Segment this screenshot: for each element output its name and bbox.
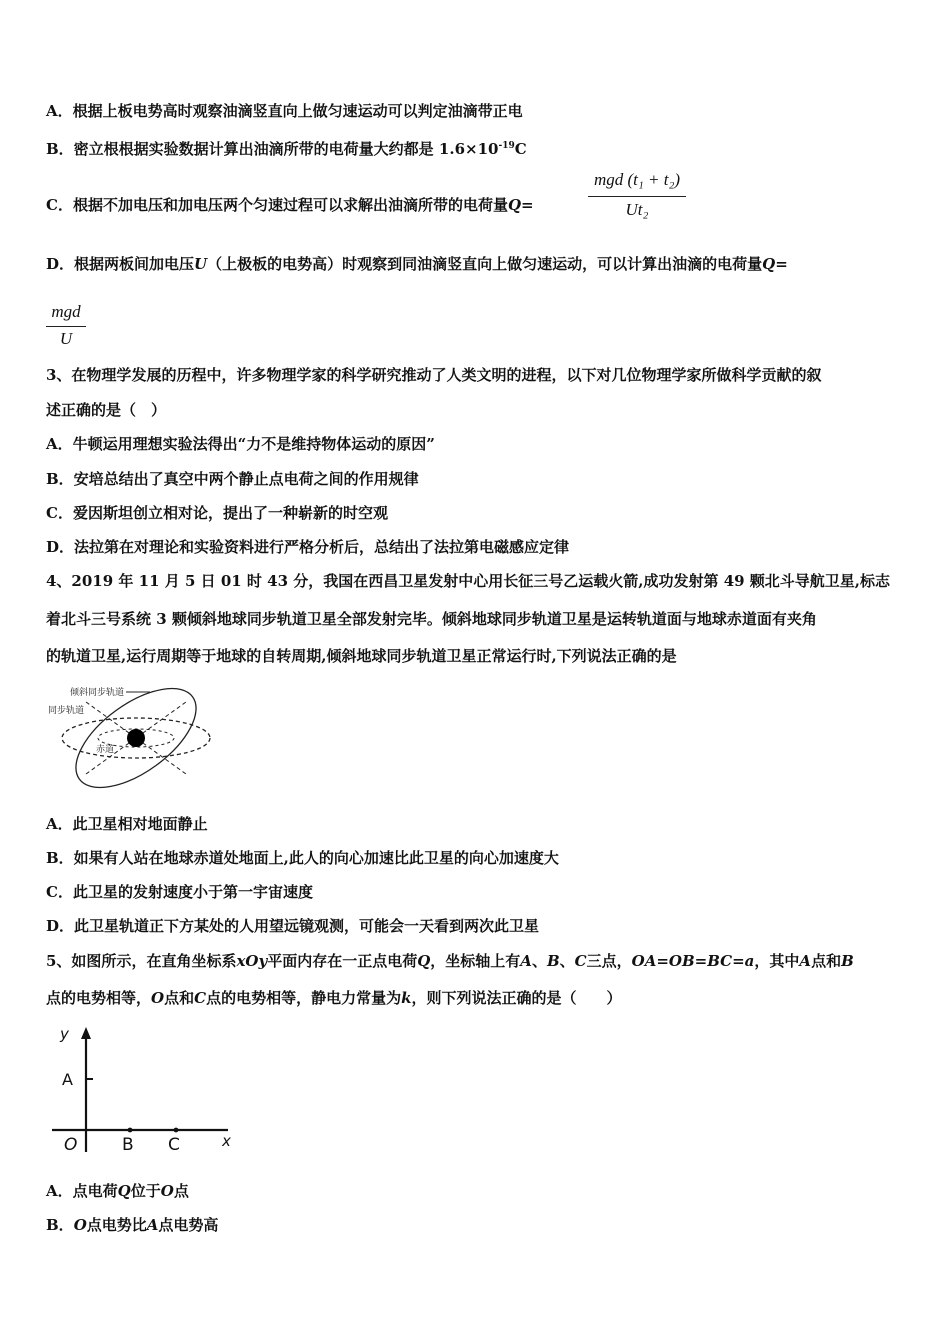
q5-var-k: k [401, 989, 412, 1007]
q2-option-b-value: 1.6×10 [438, 140, 499, 158]
q2-option-c-denominator: Ut₂ [625, 200, 649, 219]
origin-label: O [64, 1135, 78, 1155]
q5-var-q: Q [117, 1182, 131, 1200]
q5-var-o: O [151, 989, 165, 1007]
point-b [128, 1128, 133, 1133]
q5-text: ，坐标轴上有 [430, 952, 521, 970]
q5-option-a [46, 1181, 189, 1201]
q5-equation: OA=OB=BC=a [631, 952, 755, 970]
q5-text: B． [46, 1216, 74, 1234]
q5-var-a: A [146, 1216, 159, 1234]
q5-stem-line2 [46, 988, 622, 1008]
q5-var-c: C [574, 952, 587, 970]
q5-var-a: A [799, 952, 812, 970]
q3-stem-line2: 述正确的是（ ） [46, 401, 167, 419]
q3-option-d: D．法拉第在对理论和实验资料进行严格分析后，总结出了法拉第电磁感应定律 [46, 538, 570, 556]
q5-stem-line1 [46, 951, 854, 971]
orbit-figure [46, 680, 214, 800]
q4-stem-line1: 4、2019 年 11 月 5 日 01 时 43 分，我国在西昌卫星发射中心用长征三号乙运载火箭,成功发射第 49 颗北斗导航卫星,标志 [46, 572, 891, 590]
q2-option-b-exponent: -19 [498, 141, 515, 151]
q2-option-b-unit: C [514, 140, 527, 158]
coordinate-figure [46, 1022, 246, 1158]
q5-var-o: O [160, 1182, 174, 1200]
q4-stem-line3: 的轨道卫星,运行周期等于地球的自转周期,倾斜地球同步轨道卫星正常运行时,下列说法正确的是 [46, 647, 677, 665]
q2-option-b [46, 136, 527, 159]
q5-text: 5、如图所示，在直角坐标系 [46, 952, 237, 970]
q2-option-d-fraction [46, 302, 86, 350]
q5-var-o: O [73, 1216, 87, 1234]
point-c-label: C [168, 1135, 180, 1155]
q2-option-c-text: C．根据不加电压和加电压两个匀速过程可以求解出油滴所带的电荷量 [46, 196, 508, 214]
q2-option-d-q: Q= [762, 255, 788, 273]
q5-var-b: B [841, 952, 854, 970]
point-c [174, 1128, 179, 1133]
q5-text: 点的电势相等， [46, 989, 152, 1007]
q3-option-a: A．牛顿运用理想实验法得出“力不是维持物体运动的原因” [46, 435, 435, 453]
q3-option-c: C．爱因斯坦创立相对论，提出了一种崭新的时空观 [46, 504, 388, 522]
earth-dot [127, 729, 145, 747]
q2-option-d-text-2: （上极板的电势高）时观察到同油滴竖直向上做匀速运动，可以计算出油滴的电荷量 [207, 255, 763, 273]
q3-stem-line1: 3、在物理学发展的历程中，许多物理学家的科学研究推动了人类文明的进程，以下对几位物理学家所做科学贡献的叙 [46, 366, 822, 384]
q5-text: 平面内存在一正点电荷 [267, 952, 418, 970]
q2-option-d-text-1: D．根据两板间加电压 [46, 255, 195, 273]
q2-option-d-u: U [194, 255, 208, 273]
q5-var-a: A [520, 952, 532, 970]
q4-stem-line2: 着北斗三号系统 3 颗倾斜地球同步轨道卫星全部发射完毕。倾斜地球同步轨道卫星是运转轨道面与地球赤道面有夹角 [46, 610, 817, 628]
q5-var-c: C [194, 989, 207, 1007]
q5-text: 、 [531, 952, 547, 970]
q5-text: 位于 [130, 1182, 161, 1200]
point-a-label: A [62, 1070, 73, 1089]
equator-label: 赤道 [96, 745, 115, 755]
q5-text: 点和 [164, 989, 195, 1007]
fraction-bar [46, 326, 86, 327]
q4-option-c: C．此卫星的发射速度小于第一宇宙速度 [46, 883, 313, 901]
q5-text: A．点电荷 [46, 1182, 118, 1200]
q4-option-b: B．如果有人站在地球赤道处地面上,此人的向心加速比此卫星的向心加速度大 [46, 849, 559, 867]
q2-option-d [46, 254, 788, 274]
q5-text: 、 [559, 952, 575, 970]
q2-option-d-numerator: mgd [51, 302, 81, 321]
q2-option-a: A．根据上板电势高时观察油滴竖直向上做匀速运动可以判定油滴带正电 [46, 102, 523, 120]
q5-text: 点电势高 [158, 1216, 219, 1234]
q5-text: 点的电势相等，静电力常量为 [206, 989, 402, 1007]
inclined-orbit-label: 倾斜同步轨道 [70, 688, 125, 698]
q2-option-c-numerator: mgd (t₁ + t₂) [593, 170, 681, 189]
y-axis-label: y [60, 1025, 69, 1043]
y-axis-arrow-icon [81, 1027, 91, 1039]
q2-option-c [46, 195, 534, 215]
q2-option-d-denominator: U [59, 329, 73, 348]
q4-option-d: D．此卫星轨道正下方某处的人用望远镜观测，可能会一天看到两次此卫星 [46, 917, 540, 935]
q5-text: 三点， [586, 952, 632, 970]
q5-text: 点 [173, 1182, 189, 1200]
q4-option-a: A．此卫星相对地面静止 [46, 815, 208, 833]
q5-text: 点电势比 [86, 1216, 147, 1234]
sync-orbit-label: 同步轨道 [48, 706, 85, 716]
q5-text: ，其中 [754, 952, 800, 970]
q5-text: 点和 [811, 952, 842, 970]
q5-option-b [46, 1215, 218, 1235]
q5-var-b: B [546, 952, 560, 970]
q2-option-c-q: Q= [507, 196, 534, 214]
q5-var-q: Q [417, 952, 431, 970]
q2-option-b-prefix: B．密立根根据实验数据计算出油滴所带的电荷量大约都是 [46, 140, 434, 158]
x-axis-label: x [222, 1132, 231, 1150]
q3-option-b: B．安培总结出了真空中两个静止点电荷之间的作用规律 [46, 470, 419, 488]
fraction-bar [588, 196, 686, 197]
q5-var-xoy: xOy [236, 952, 268, 970]
q2-option-c-fraction [588, 168, 686, 224]
point-b-label: B [122, 1135, 134, 1155]
q5-text: ，则下列说法正确的是（ ） [411, 989, 622, 1007]
